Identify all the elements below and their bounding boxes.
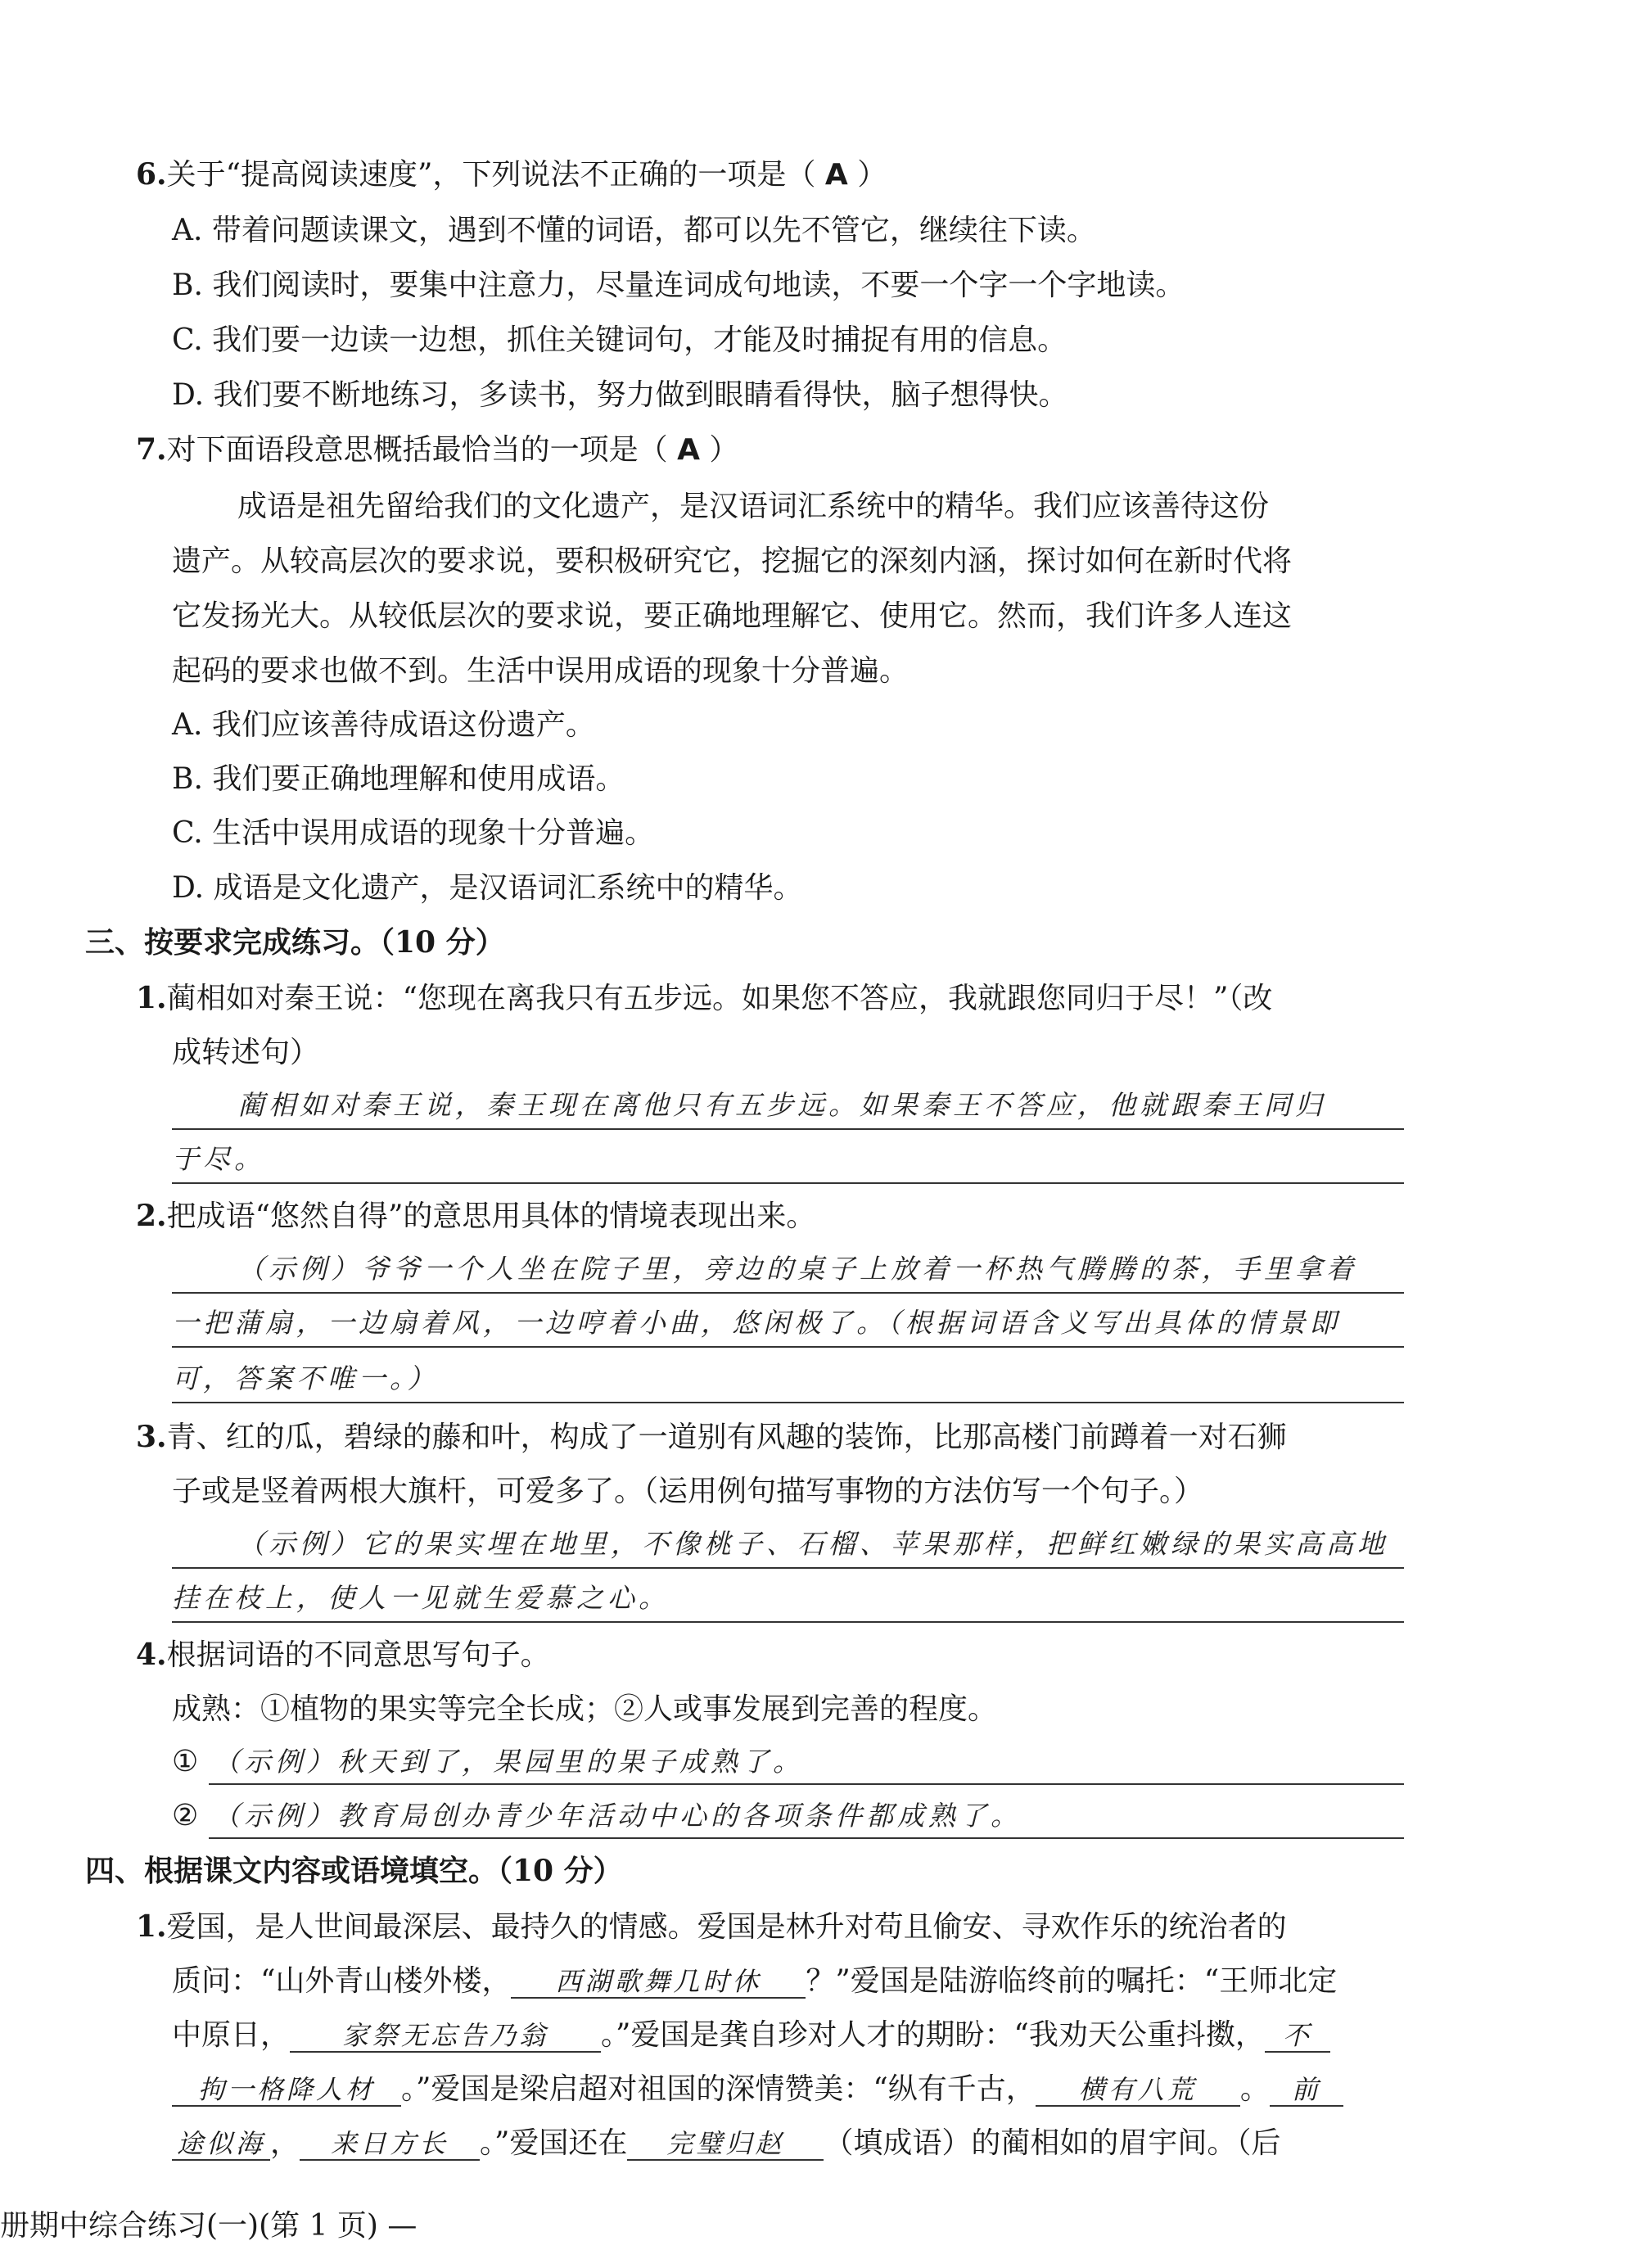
word-definition: 成熟：①植物的果实等完全长成；②人或事发展到完善的程度。 [172,1692,998,1726]
section-3-title: 三、按要求完成练习。（10 分） [85,925,505,960]
fill-text: 。”爱国是梁启超对祖国的深情赞美：“纵有千古， [401,2072,1036,2106]
question-6 [136,157,887,192]
s4-question-1 [136,1909,1287,1945]
fill-blank-answer: 完璧归赵 [627,2128,824,2161]
question-number: 3. [136,1420,167,1454]
option-b: B. 我们要正确地理解和使用成语。 [172,762,625,796]
option-a: A. 带着问题读课文，遇到不懂的词语，都可以先不管它，继续往下读。 [172,214,1096,247]
fill-blank-answer: 来日方长 [300,2128,480,2161]
fill-text: 中原日， [172,2018,291,2052]
question-stem-cont: 成转述句） [172,1036,320,1069]
answer-line [172,1128,1404,1130]
fill-text: 质问：“山外青山楼外楼， [172,1964,512,1998]
passage-line: 它发扬光大。从较低层次的要求说，要正确地理解它、使用它。然而，我们许多人连这 [172,599,1293,633]
option-c: C. 生活中误用成语的现象十分普遍。 [172,816,655,850]
handwritten-answer: （示例）教育局创办青少年活动中心的各项条件都成熟了。 [213,1800,1022,1832]
fill-blank-answer: 途似海 [172,2128,270,2161]
question-stem: 根据词语的不同意思写句子。 [166,1638,550,1672]
question-number: 4. [136,1638,167,1672]
fill-blank-answer: 家祭无忘告乃翁 [290,2020,601,2053]
s3-question-4 [136,1638,550,1673]
passage-line: 遗产。从较高层次的要求说，要积极研究它，挖掘它的深刻内涵，探讨如何在新时代将 [172,544,1293,578]
answer-mark: A [824,158,848,192]
fill-blank-answer: 前 [1270,2074,1343,2107]
answer-line [172,1567,1404,1569]
circled-number-2: ② [172,1799,199,1832]
option-d: D. 我们要不断地练习，多读书，努力做到眼睛看得快，脑子想得快。 [172,378,1068,412]
fill-line-5 [172,2126,1280,2161]
handwritten-answer: 挂在枝上，使人一见就生爱慕之心。 [172,1582,670,1614]
fill-text: 。”爱国是龚自珍对人才的期盼：“我劝天公重抖擞， [601,2018,1265,2052]
fill-text: ， [270,2126,300,2160]
fill-text: （填成语）的蔺相如的眉宇间。（后 [824,2126,1281,2160]
question-stem: 对下面语段意思概括最恰当的一项是（ [166,433,668,467]
section-4-title: 四、根据课文内容或语境填空。（10 分） [85,1854,623,1888]
answer-mark: A [677,433,700,467]
option-b: B. 我们阅读时，要集中注意力，尽量连词成句地读，不要一个字一个字地读。 [172,269,1185,302]
question-bracket: ） [709,433,739,467]
fill-blank-answer: 横有八荒 [1036,2074,1240,2107]
answer-line [172,1402,1404,1403]
question-number: 1. [136,981,167,1015]
question-7 [136,432,738,468]
handwritten-answer: （示例）爷爷一个人坐在院子里，旁边的桌子上放着一杯热气腾腾的茶，手里拿着 [237,1253,1357,1285]
question-stem: 把成语“悠然自得”的意思用具体的情境表现出来。 [166,1200,816,1233]
handwritten-answer: 一把蒲扇，一边扇着风，一边哼着小曲，悠闲极了。（根据词语含义写出具体的情景即 [172,1307,1341,1339]
answer-line [209,1783,1404,1785]
question-number: 6. [136,157,167,192]
fill-text: 。 [1239,2072,1270,2106]
answer-line [172,1292,1404,1294]
fill-line-2 [172,1963,1337,1999]
question-number: 7. [136,432,167,467]
fill-text: 。”爱国还在 [480,2126,628,2160]
answer-line [172,1346,1404,1348]
option-d: D. 成语是文化遗产，是汉语词汇系统中的精华。 [172,871,803,905]
question-stem: 关于“提高阅读速度”，下列说法不正确的一项是（ [166,158,816,192]
handwritten-answer: 蔺相如对秦王说，秦王现在离他只有五步远。如果秦王不答应，他就跟秦王同归 [237,1089,1326,1121]
fill-line-4 [172,2071,1343,2107]
question-stem: 蔺相如对秦王说：“您现在离我只有五步远。如果您不答应，我就跟您同归于尽！”（改 [166,982,1273,1015]
option-c: C. 我们要一边读一边想，抓住关键词句，才能及时捕捉有用的信息。 [172,323,1067,357]
question-number: 2. [136,1199,167,1233]
s3-question-1 [136,981,1272,1016]
circled-number-1: ① [172,1745,199,1778]
fill-line-3 [172,2017,1330,2053]
question-text: 爱国，是人世间最深层、最持久的情感。爱国是林升对苟且偷安、寻欢作乐的统治者的 [166,1910,1287,1944]
question-stem-cont: 子或是竖着两根大旗杆，可爱多了。（运用例句描写事物的方法仿写一个句子。） [172,1475,1204,1508]
fill-text: ？”爱国是陆游临终前的嘱托：“王师北定 [806,1964,1338,1998]
answer-line [172,1182,1404,1184]
question-bracket: ） [857,158,887,192]
handwritten-answer: （示例）它的果实埋在地里，不像桃子、石榴、苹果那样，把鲜红嫩绿的果实高高地 [237,1528,1388,1560]
page-footer: 册期中综合练习(一)(第 1 页) — [0,2209,418,2243]
s3-question-2 [136,1199,815,1234]
handwritten-answer: 于尽。 [172,1143,265,1175]
passage-line: 成语是祖先留给我们的文化遗产，是汉语词汇系统中的精华。我们应该善待这份 [237,490,1270,523]
fill-blank-answer: 不 [1265,2020,1330,2053]
question-number: 1. [136,1909,167,1944]
fill-blank-answer: 西湖歌舞几时休 [511,1966,806,1999]
fill-blank-answer: 拘一格降人材 [172,2074,401,2107]
option-a: A. 我们应该善待成语这份遗产。 [172,708,595,742]
handwritten-answer: 可，答案不唯一。） [172,1362,439,1394]
handwritten-answer: （示例）秋天到了，果园里的果子成熟了。 [213,1746,804,1778]
question-stem: 青、红的瓜，碧绿的藤和叶，构成了一道别有风趣的装饰，比那高楼门前蹲着一对石狮 [166,1421,1287,1454]
answer-line [209,1837,1404,1839]
passage-line: 起码的要求也做不到。生活中误用成语的现象十分普遍。 [172,654,910,688]
answer-line [172,1621,1404,1623]
s3-question-3 [136,1420,1287,1455]
